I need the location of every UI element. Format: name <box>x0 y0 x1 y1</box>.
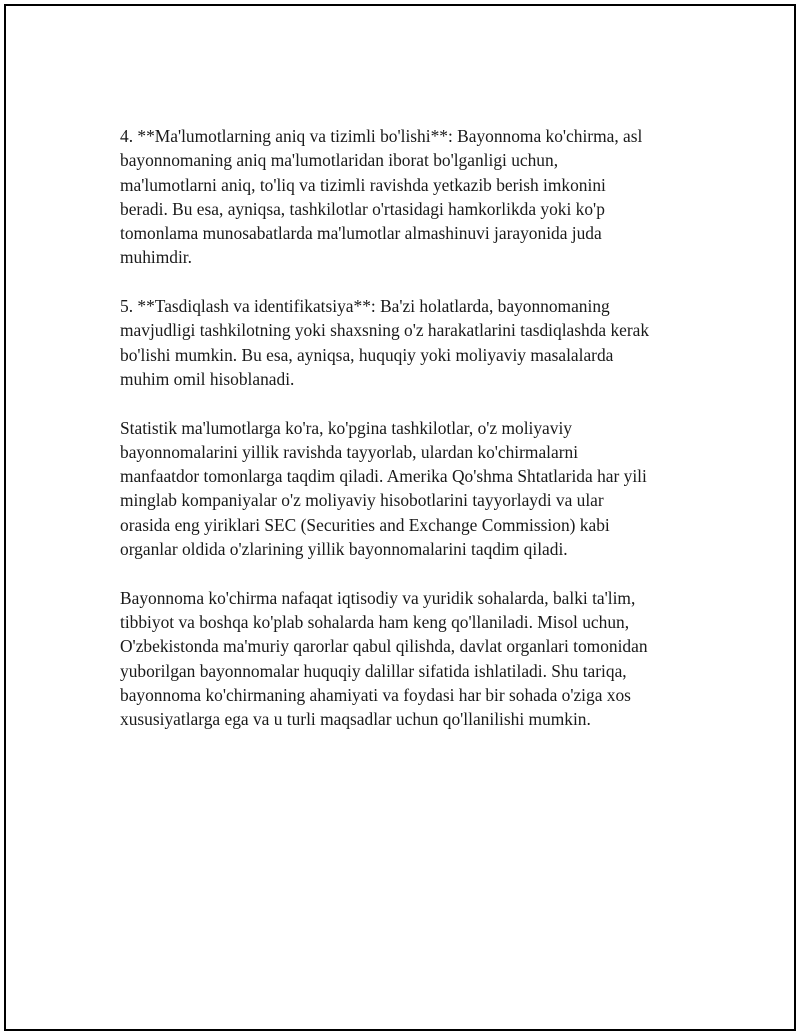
text-line: beradi. Bu esa, ayniqsa, tashkilotlar o'rtasidagi hamkorlikda yoki ko'p <box>120 198 605 219</box>
text-line: muhim omil hisoblanadi. <box>120 368 295 389</box>
text-line: ma'lumotlarni aniq, to'liq va tizimli ravishda yetkazib berish imkonini <box>120 174 606 195</box>
text-line: mavjudligi tashkilotning yoki shaxsning o'z harakatlarini tasdiqlashda kerak <box>120 320 650 341</box>
text-line: bayonnomaning aniq ma'lumotlaridan iborat bo'lganligi uchun, <box>120 150 559 171</box>
text-line: organlar oldida o'zlarining yillik bayonnomalarini taqdim qiladi. <box>120 539 568 560</box>
text-line: orasida eng yiriklari SEC (Securities and Exchange Commission) kabi <box>120 514 610 535</box>
text-line: manfaatdor tomonlarga taqdim qiladi. Amerika Qo'shma Shtatlarida har yili <box>120 466 647 487</box>
text-line: minglab kompaniyalar o'z moliyaviy hisobotlarini tayyorlaydi va ular <box>120 490 604 511</box>
paragraph-statistics <box>120 416 690 562</box>
text-line: Statistik ma'lumotlarga ko'ra, ko'pgina tashkilotlar, o'z moliyaviy <box>120 417 573 438</box>
paragraph-item-4 <box>120 124 690 270</box>
text-line: bo'lishi mumkin. Bu esa, ayniqsa, huquqiy yoki moliyaviy masalalarda <box>120 344 614 365</box>
text-line: 4. **Ma'lumotlarning aniq va tizimli bo'lishi**: Bayonnoma ko'chirma, asl <box>120 126 643 146</box>
text-line: xususiyatlarga ega va u turli maqsadlar uchun qo'llanilishi mumkin. <box>120 709 591 730</box>
text-line: muhimdir. <box>120 247 192 268</box>
text-line: yuborilgan bayonnomalar huquqiy dalillar sifatida ishlatiladi. Shu tariqa, <box>120 660 627 681</box>
page-frame <box>4 4 796 1031</box>
text-line: bayonnomalarini yillik ravishda tayyorlab, ulardan ko'chirmalarni <box>120 441 579 462</box>
text-line: bayonnoma ko'chirmaning ahamiyati va foydasi har bir sohada o'ziga xos <box>120 684 631 705</box>
paragraph-conclusion <box>120 586 690 732</box>
text-line: Bayonnoma ko'chirma nafaqat iqtisodiy va yuridik sohalarda, balki ta'lim, <box>120 587 636 608</box>
document-body <box>120 124 690 756</box>
text-line: O'zbekistonda ma'muriy qarorlar qabul qilishda, davlat organlari tomonidan <box>120 636 648 657</box>
paragraph-item-5 <box>120 294 690 391</box>
text-line: tomonlama munosabatlarda ma'lumotlar almashinuvi jarayonida juda <box>120 223 602 244</box>
text-line: 5. **Tasdiqlash va identifikatsiya**: Ba'zi holatlarda, bayonnomaning <box>120 296 610 317</box>
text-line: tibbiyot va boshqa ko'plab sohalarda ham keng qo'llaniladi. Misol uchun, <box>120 611 630 632</box>
